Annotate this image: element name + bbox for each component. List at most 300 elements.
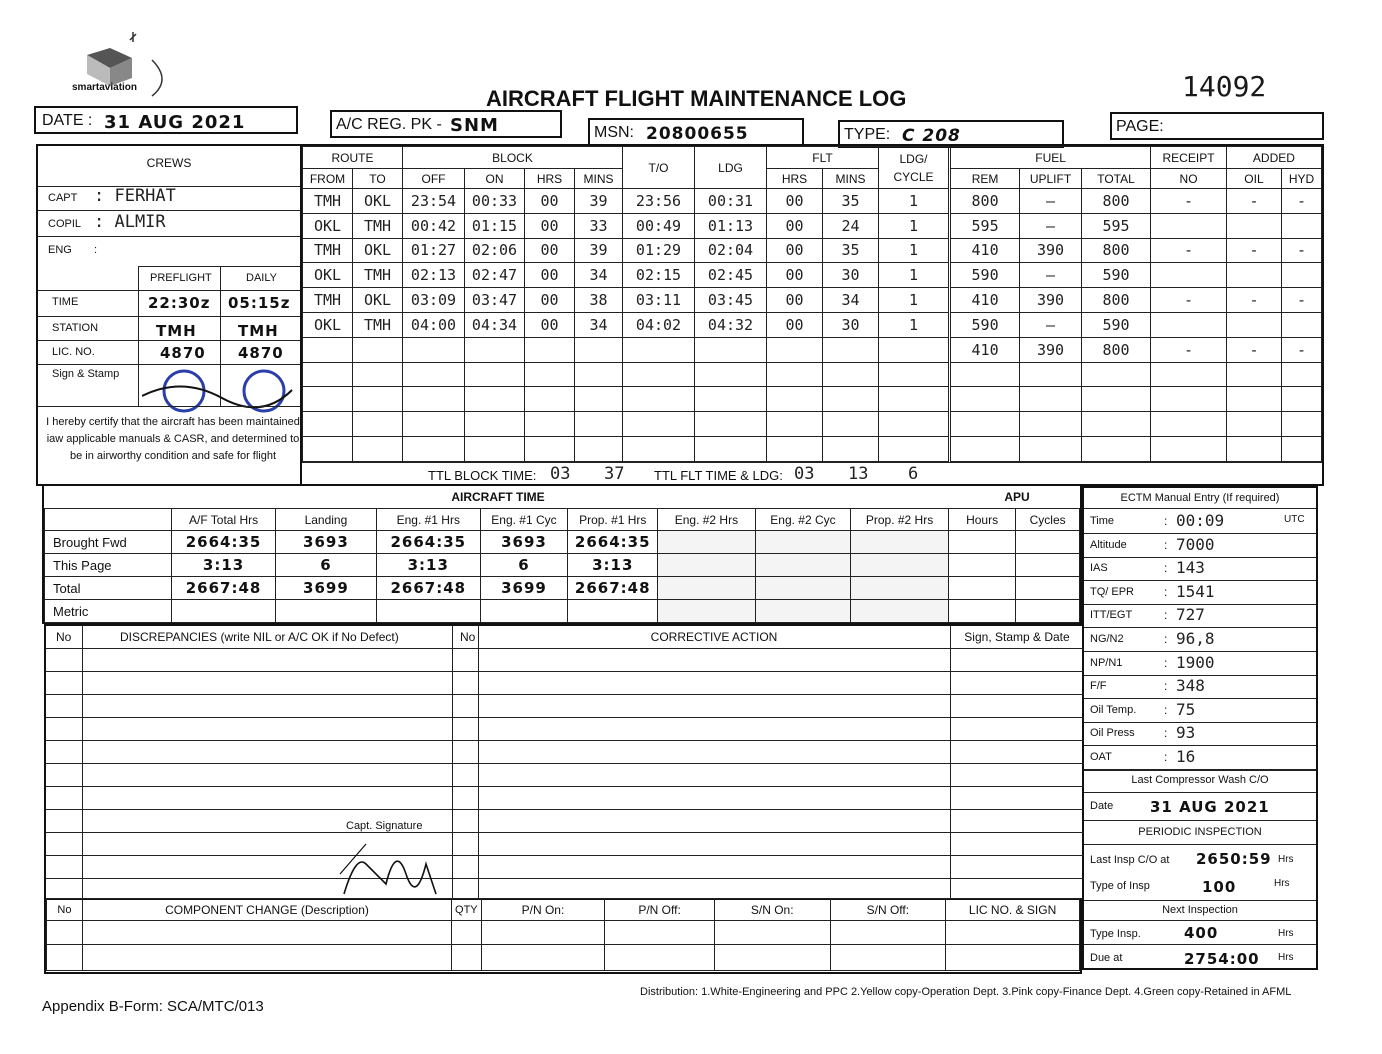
- fuel-cell-oil: -: [1226, 189, 1281, 214]
- lic-preflight: 4870: [160, 344, 206, 362]
- ectm-value: 96,8: [1176, 629, 1215, 648]
- flight-cell-off: [403, 387, 465, 412]
- discrepancy-line: [46, 740, 1084, 741]
- fuel-cell-oil: [1226, 436, 1281, 461]
- comp-desc-header: COMPONENT CHANGE (Description): [82, 899, 451, 921]
- ectm-value: 7000: [1176, 534, 1215, 554]
- aircraft-time-cell-eng1: 2667:48: [376, 577, 480, 600]
- aircraft-time-cell-eng1cyc: [480, 600, 568, 623]
- ttl-flt-hrs: 03: [794, 464, 815, 484]
- flight-cell-cycle: 1: [879, 213, 949, 238]
- ectm-value: 00:09: [1176, 511, 1225, 530]
- ectm-colon: :: [1164, 632, 1168, 646]
- col-eng1-hrs: Eng. #1 Hrs: [376, 509, 480, 531]
- fuel-cell-no: [1151, 362, 1227, 387]
- stamp-signature-icon: [142, 366, 302, 416]
- flight-row: [303, 263, 949, 288]
- flight-cell-ldg: [695, 436, 767, 461]
- ectm-label: Time: [1090, 515, 1115, 527]
- flight-cell-ldg: 04:32: [695, 312, 767, 337]
- fuel-row: [951, 436, 1322, 461]
- flight-cell-flt-mins: [823, 387, 879, 412]
- eng-label: ENG: [48, 244, 72, 256]
- fuel-cell-no: -: [1151, 288, 1227, 313]
- flight-cell-to-time: [623, 337, 695, 362]
- flight-cell-on: [465, 362, 525, 387]
- flight-cell-flt-hrs: 00: [767, 213, 823, 238]
- aircraft-time-row: [45, 531, 1080, 554]
- ectm-label: Oil Temp.: [1090, 703, 1137, 716]
- ectm-row: [1084, 699, 1316, 723]
- flight-cell-from: OKL: [303, 263, 353, 288]
- uplift-header: UPLIFT: [1020, 169, 1082, 189]
- ectm-value: 75: [1176, 699, 1196, 719]
- aircraft-time-cell-af: 3:13: [172, 554, 276, 577]
- ectm-row: [1084, 510, 1316, 534]
- fuel-cell-rem: 595: [951, 213, 1020, 238]
- to-header: T/O: [623, 147, 695, 189]
- aircraft-time-row-label: Total: [45, 577, 172, 600]
- aircraft-time-cell-prop1: 3:13: [568, 554, 658, 577]
- fuel-cell-hyd: [1282, 436, 1322, 461]
- flight-cell-on: [465, 436, 525, 461]
- pn-on-header: P/N On:: [481, 899, 605, 921]
- fuel-cell-total: 800: [1081, 288, 1150, 313]
- date-label: DATE :: [42, 112, 93, 129]
- flight-cell-to: OKL: [353, 189, 403, 214]
- aircraft-time-empty-cell: [1016, 531, 1080, 554]
- fuel-cell-uplift: —: [1020, 189, 1082, 214]
- reg-box: [330, 110, 562, 138]
- fuel-cell-hyd: -: [1282, 189, 1322, 214]
- total-header: TOTAL: [1081, 169, 1150, 189]
- station-daily: TMH: [238, 322, 279, 340]
- ttl-block-label: TTL BLOCK TIME:: [428, 468, 537, 483]
- ectm-row: [1084, 581, 1316, 605]
- aircraft-time-empty-cell: [755, 600, 851, 623]
- lic-daily: 4870: [238, 344, 284, 362]
- ectm-label: NG/N2: [1090, 633, 1124, 645]
- discrepancy-line: [46, 648, 1084, 649]
- flight-cell-ldg: 00:31: [695, 189, 767, 214]
- fuel-cell-no: [1151, 213, 1227, 238]
- flight-cell-to-time: [623, 387, 695, 412]
- sn-on-header: S/N On:: [714, 899, 830, 921]
- flight-cell-hrs: [525, 412, 575, 437]
- fuel-cell-hyd: -: [1282, 337, 1322, 362]
- comp-qty-header: QTY: [452, 899, 482, 921]
- fuel-cell-rem: [951, 412, 1020, 437]
- flight-cell-mins: 34: [575, 312, 623, 337]
- distribution-note: Distribution: 1.White-Engineering and PPC 2.Yellow copy-Operation Dept. 3.Pink copy-Finance Dept. 4.Green copy-Retained in AFML: [640, 986, 1292, 998]
- receipt-no-header: NO: [1151, 169, 1227, 189]
- fuel-row: [951, 337, 1322, 362]
- discrepancy-line: [46, 832, 1084, 833]
- fuel-cell-total: 800: [1081, 238, 1150, 263]
- fuel-cell-hyd: -: [1282, 238, 1322, 263]
- aircraft-time-row-label: Metric: [45, 600, 172, 623]
- block-hrs-header: HRS: [525, 169, 575, 189]
- flight-cell-flt-hrs: [767, 362, 823, 387]
- ectm-colon: :: [1164, 608, 1168, 623]
- ectm-colon: :: [1164, 561, 1168, 576]
- reg-label: A/C REG. PK -: [336, 116, 442, 133]
- time-preflight: 22:30z: [148, 294, 211, 312]
- corrective-header: CORRECTIVE ACTION: [650, 630, 778, 644]
- flight-cell-mins: [575, 436, 623, 461]
- aircraft-time-cell-af: 2667:48: [172, 577, 276, 600]
- last-insp-value: 2650:59: [1196, 850, 1272, 868]
- capt-value: : FERHAT: [94, 186, 176, 206]
- flight-cell-cycle: 1: [879, 238, 949, 263]
- lic-sign-header: LIC NO. & SIGN: [946, 899, 1080, 921]
- fuel-row: [951, 213, 1322, 238]
- flight-cell-to: [353, 412, 403, 437]
- station-label: STATION: [52, 322, 99, 334]
- capt-label: CAPT: [48, 192, 78, 204]
- flight-cell-to-time: 23:56: [623, 189, 695, 214]
- flight-grid: [302, 146, 949, 462]
- flight-cell-on: 02:47: [465, 263, 525, 288]
- copil-label: COPIL: [48, 218, 82, 230]
- ectm-header: ECTM Manual Entry (If required): [1120, 492, 1280, 504]
- ttl-cycles: 6: [908, 464, 919, 484]
- fuel-cell-no: -: [1151, 238, 1227, 263]
- flight-cell-off: 23:54: [403, 189, 465, 214]
- logo-text: smartaviation: [72, 82, 138, 93]
- flight-cell-to: TMH: [353, 263, 403, 288]
- comp-no-header: No: [47, 899, 83, 921]
- hyd-header: HYD: [1282, 169, 1322, 189]
- block-header: BLOCK: [403, 147, 623, 169]
- fuel-cell-total: [1081, 387, 1150, 412]
- fuel-cell-uplift: [1020, 436, 1082, 461]
- flight-cell-cycle: [879, 337, 949, 362]
- flight-cell-ldg: [695, 337, 767, 362]
- sn-off-header: S/N Off:: [830, 899, 946, 921]
- flight-cell-flt-hrs: [767, 387, 823, 412]
- aircraft-time-cell-eng1cyc: 6: [480, 554, 568, 577]
- flight-row: [303, 213, 949, 238]
- flight-cell-ldg: 01:13: [695, 213, 767, 238]
- aircraft-time-cell-eng1: [376, 600, 480, 623]
- flight-cell-hrs: 00: [525, 238, 575, 263]
- ectm-unit: UTC: [1284, 514, 1305, 525]
- ectm-value: 143: [1176, 558, 1205, 578]
- aircraft-time-cell-prop1: [568, 600, 658, 623]
- flight-cell-flt-mins: [823, 436, 879, 461]
- disc-sign-header: Sign, Stamp & Date: [964, 630, 1070, 644]
- discrepancy-section: [44, 624, 1082, 900]
- aircraft-time-empty-cell: [755, 577, 851, 600]
- aircraft-time-empty-cell: [658, 531, 756, 554]
- route-header: ROUTE: [303, 147, 403, 169]
- flight-cell-hrs: 00: [525, 288, 575, 313]
- ectm-colon: :: [1164, 537, 1168, 552]
- last-insp-label: Last Insp C/O at: [1090, 854, 1170, 866]
- type-of-insp-unit: Hrs: [1274, 878, 1290, 889]
- ectm-label: IAS: [1090, 562, 1108, 575]
- ectm-label: NP/N1: [1090, 656, 1123, 669]
- fuel-cell-no: [1151, 263, 1227, 288]
- type-insp-value: 400: [1184, 924, 1219, 942]
- col-landing: Landing: [275, 509, 376, 531]
- fuel-cell-uplift: —: [1020, 263, 1082, 288]
- fuel-cell-uplift: —: [1020, 312, 1082, 337]
- component-table: [46, 898, 1080, 971]
- ectm-row: [1084, 652, 1316, 676]
- flight-cell-mins: 39: [575, 189, 623, 214]
- aircraft-time-cell-landing: 3699: [275, 577, 376, 600]
- type-insp-label: Type Insp.: [1090, 928, 1141, 940]
- flt-mins-header: MINS: [823, 169, 879, 189]
- flight-cell-to: [353, 436, 403, 461]
- discrepancy-line: [46, 671, 1084, 672]
- flight-cell-from: [303, 387, 353, 412]
- flight-cell-to-time: 00:49: [623, 213, 695, 238]
- fuel-cell-oil: -: [1226, 238, 1281, 263]
- flight-row: [303, 362, 949, 387]
- flight-cell-off: [403, 362, 465, 387]
- component-section: [44, 898, 1082, 974]
- crews-header: CREWS: [146, 156, 192, 170]
- flight-cell-on: [465, 412, 525, 437]
- ectm-row: [1084, 675, 1316, 699]
- flight-cell-from: TMH: [303, 189, 353, 214]
- fuel-cell-hyd: [1282, 362, 1322, 387]
- flight-cell-off: [403, 412, 465, 437]
- fuel-cell-oil: [1226, 312, 1281, 337]
- flight-cell-off: 00:42: [403, 213, 465, 238]
- flight-cell-off: [403, 337, 465, 362]
- aircraft-time-row: [45, 554, 1080, 577]
- flight-cell-mins: 33: [575, 213, 623, 238]
- ectm-value: 16: [1176, 747, 1196, 766]
- flight-cell-ldg: 03:45: [695, 288, 767, 313]
- fuel-cell-uplift: 390: [1020, 288, 1082, 313]
- flight-cell-mins: 39: [575, 238, 623, 263]
- ectm-label: OAT: [1090, 751, 1112, 763]
- compressor-header: Last Compressor Wash C/O: [1131, 774, 1269, 786]
- flight-cell-mins: 38: [575, 288, 623, 313]
- fuel-cell-uplift: 390: [1020, 337, 1082, 362]
- fuel-cell-rem: 590: [951, 263, 1020, 288]
- ectm-label: TQ/ EPR: [1090, 585, 1135, 598]
- fuel-row: [951, 412, 1322, 437]
- flight-cell-ldg: 02:04: [695, 238, 767, 263]
- msn-label: MSN:: [594, 124, 634, 141]
- fuel-cell-oil: [1226, 387, 1281, 412]
- flight-cell-to-time: 03:11: [623, 288, 695, 313]
- flight-cell-to: [353, 387, 403, 412]
- fuel-cell-no: [1151, 436, 1227, 461]
- fuel-row: [951, 288, 1322, 313]
- ectm-label: Oil Press: [1090, 727, 1135, 740]
- flight-cell-cycle: 1: [879, 263, 949, 288]
- daily-label: DAILY: [246, 272, 277, 284]
- fuel-cell-total: [1081, 412, 1150, 437]
- to-col-header: TO: [353, 169, 403, 189]
- sign-stamp-label: Sign & Stamp: [52, 368, 120, 380]
- fuel-cell-total: [1081, 436, 1150, 461]
- col-prop1-hrs: Prop. #1 Hrs: [568, 509, 658, 531]
- flight-cell-to-time: [623, 412, 695, 437]
- ectm-row: [1084, 722, 1316, 746]
- fuel-cell-hyd: [1282, 412, 1322, 437]
- ectm-value: 348: [1176, 676, 1205, 696]
- time-daily: 05:15z: [228, 294, 291, 312]
- fuel-cell-hyd: -: [1282, 288, 1322, 313]
- ectm-colon: :: [1164, 584, 1168, 599]
- fuel-cell-hyd: [1282, 312, 1322, 337]
- fuel-cell-rem: 410: [951, 238, 1020, 263]
- flight-cell-on: 03:47: [465, 288, 525, 313]
- preflight-label: PREFLIGHT: [150, 272, 212, 284]
- flight-cell-flt-mins: 34: [823, 288, 879, 313]
- ectm-row: [1084, 557, 1316, 581]
- discrepancy-line: [46, 809, 1084, 810]
- flight-cell-to: TMH: [353, 312, 403, 337]
- flight-cell-mins: 34: [575, 263, 623, 288]
- flight-cell-to: OKL: [353, 288, 403, 313]
- flight-cell-off: [403, 436, 465, 461]
- compressor-date: 31 AUG 2021: [1150, 798, 1270, 816]
- flight-cell-ldg: [695, 387, 767, 412]
- flight-cell-ldg: [695, 362, 767, 387]
- ectm-section: [1082, 486, 1318, 970]
- fuel-cell-rem: [951, 362, 1020, 387]
- flight-cell-on: 04:34: [465, 312, 525, 337]
- fuel-cell-oil: -: [1226, 337, 1281, 362]
- fuel-cell-oil: -: [1226, 288, 1281, 313]
- flight-cell-flt-hrs: 00: [767, 189, 823, 214]
- flight-cell-off: 04:00: [403, 312, 465, 337]
- type-insp-unit: Hrs: [1278, 928, 1294, 939]
- ectm-label: Altitude: [1090, 538, 1127, 551]
- fuel-cell-uplift: [1020, 387, 1082, 412]
- fuel-grid: [950, 146, 1322, 462]
- aircraft-time-row-label: This Page: [45, 554, 172, 577]
- flight-log-table: [36, 144, 1324, 486]
- fuel-cell-uplift: 390: [1020, 238, 1082, 263]
- ectm-label: F/F: [1090, 680, 1107, 693]
- flight-cell-hrs: 00: [525, 213, 575, 238]
- discrepancy-line: [46, 694, 1084, 695]
- flight-cell-from: OKL: [303, 312, 353, 337]
- disc-no-label: No: [56, 630, 72, 644]
- flight-cell-flt-hrs: 00: [767, 288, 823, 313]
- flight-cell-hrs: [525, 362, 575, 387]
- aircraft-time-cell-prop1: 2664:35: [568, 531, 658, 554]
- aircraft-time-empty-cell: [948, 577, 1015, 600]
- flight-cell-flt-hrs: [767, 412, 823, 437]
- flight-cell-cycle: 1: [879, 288, 949, 313]
- flt-header: FLT: [767, 147, 879, 169]
- flight-cell-from: [303, 362, 353, 387]
- flight-cell-flt-hrs: 00: [767, 263, 823, 288]
- flight-cell-flt-mins: 24: [823, 213, 879, 238]
- fuel-cell-rem: 800: [951, 189, 1020, 214]
- disc-header: DISCREPANCIES (write NIL or A/C OK if No Defect): [120, 630, 399, 644]
- oil-header: OIL: [1226, 169, 1281, 189]
- ectm-row: [1084, 534, 1316, 558]
- next-inspection-header: Next Inspection: [1162, 904, 1238, 916]
- ectm-colon: :: [1164, 514, 1168, 528]
- flight-cell-flt-mins: 30: [823, 263, 879, 288]
- aircraft-time-empty-cell: [948, 554, 1015, 577]
- due-at-unit: Hrs: [1278, 952, 1294, 963]
- flight-cell-on: [465, 337, 525, 362]
- flt-hrs-header: HRS: [767, 169, 823, 189]
- aircraft-time-empty-cell: [658, 577, 756, 600]
- ectm-value: 727: [1176, 605, 1205, 625]
- fuel-cell-oil: [1226, 412, 1281, 437]
- due-at-value: 2754:00: [1184, 950, 1260, 968]
- flight-cell-off: 01:27: [403, 238, 465, 263]
- flight-cell-from: [303, 436, 353, 461]
- aircraft-time-cell-prop1: 2667:48: [568, 577, 658, 600]
- flight-cell-hrs: 00: [525, 312, 575, 337]
- on-header: ON: [465, 169, 525, 189]
- aircraft-time-cell-eng1: 3:13: [376, 554, 480, 577]
- fuel-cell-rem: [951, 387, 1020, 412]
- compressor-date-label: Date: [1090, 800, 1114, 812]
- certify-text: I hereby certify that the aircraft has been maintained iaw applicable manuals & CASR, and determined to be in airworthy condition and safe for flight: [46, 416, 300, 462]
- flight-cell-from: TMH: [303, 238, 353, 263]
- aircraft-time-row-label: Brought Fwd: [45, 531, 172, 554]
- ldg-header: LDG: [695, 147, 767, 189]
- fuel-row: [951, 387, 1322, 412]
- off-header: OFF: [403, 169, 465, 189]
- flight-cell-to-time: 01:29: [623, 238, 695, 263]
- flight-cell-mins: [575, 412, 623, 437]
- capt-signature-label: Capt. Signature: [346, 820, 423, 832]
- discrepancy-line: [46, 855, 1084, 856]
- flight-cell-to-time: 04:02: [623, 312, 695, 337]
- flight-cell-flt-mins: 35: [823, 238, 879, 263]
- disc-no2-label: No: [460, 630, 476, 644]
- ectm-value: 93: [1176, 723, 1196, 743]
- flight-cell-to: [353, 337, 403, 362]
- flight-row: [303, 312, 949, 337]
- fuel-cell-rem: 410: [951, 337, 1020, 362]
- flight-cell-mins: [575, 337, 623, 362]
- aircraft-time-row: [45, 577, 1080, 600]
- aircraft-time-cell-af: 2664:35: [172, 531, 276, 554]
- msn-box: [588, 118, 804, 146]
- discrepancy-line: [46, 717, 1084, 718]
- flight-cell-on: 02:06: [465, 238, 525, 263]
- aircraft-time-cell-landing: 3693: [275, 531, 376, 554]
- fuel-cell-hyd: [1282, 263, 1322, 288]
- type-value: C 208: [902, 126, 961, 146]
- fuel-row: [951, 189, 1322, 214]
- fuel-cell-total: 800: [1081, 189, 1150, 214]
- page-box: [1110, 112, 1324, 140]
- flight-cell-hrs: 00: [525, 189, 575, 214]
- fuel-cell-total: 595: [1081, 213, 1150, 238]
- flight-row: [303, 238, 949, 263]
- flight-cell-hrs: [525, 337, 575, 362]
- flight-cell-mins: [575, 362, 623, 387]
- fuel-cell-no: [1151, 387, 1227, 412]
- flight-cell-ldg: [695, 412, 767, 437]
- aircraft-time-empty-cell: [851, 577, 949, 600]
- flight-cell-cycle: [879, 412, 949, 437]
- aircraft-time-empty-cell: [755, 531, 851, 554]
- serial-number: 14092: [1182, 70, 1267, 103]
- flight-cell-hrs: [525, 436, 575, 461]
